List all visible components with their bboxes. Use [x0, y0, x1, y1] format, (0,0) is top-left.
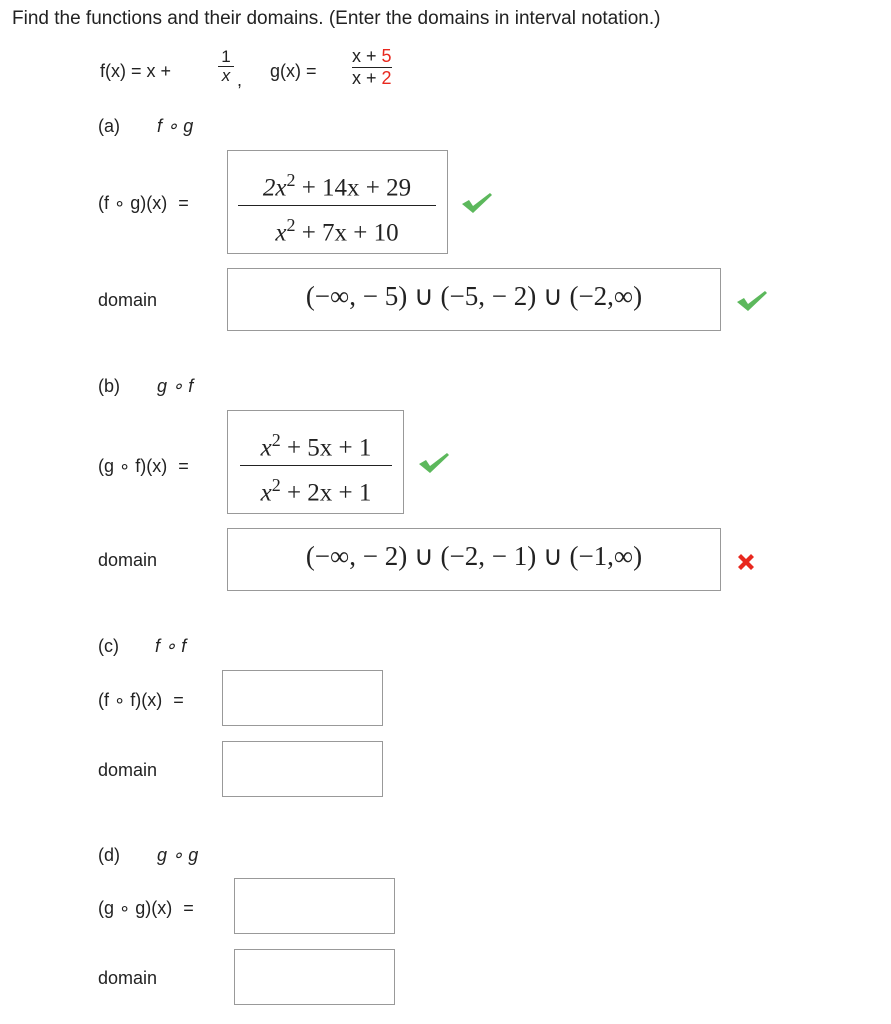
part-c-domain-label: domain [98, 760, 158, 780]
f-fraction-numerator: 1 [221, 47, 231, 66]
part-b-denominator: $x^2 + 2x + 1$ [260, 475, 372, 507]
part-a-expression-label: (f ∘ g)(x) = [98, 193, 189, 213]
g-numerator-x: x + [352, 46, 382, 66]
g-numerator-constant: 5 [381, 46, 392, 66]
question-prompt: Find the functions and their domains. (Enter the domains in interval notation.) [12, 8, 661, 29]
part-b-answer-field[interactable] [227, 410, 404, 514]
g-definition-lhs: g(x) = [270, 61, 317, 81]
part-d-label: (d) [98, 845, 120, 865]
cross-icon [735, 551, 757, 573]
part-c-answer-input[interactable] [222, 670, 383, 726]
g-denominator-x: x + [352, 68, 382, 88]
part-a-domain-label: domain [98, 290, 158, 310]
check-icon [735, 289, 769, 313]
part-a-domain-field[interactable] [227, 268, 721, 331]
part-d-operation: g ∘ g [157, 845, 199, 865]
part-b-numerator: $x^2 + 5x + 1$ [260, 430, 372, 462]
part-d-domain-input[interactable] [234, 949, 395, 1005]
g-denominator-constant: 2 [381, 68, 392, 88]
part-d-domain-label: domain [98, 968, 158, 988]
part-b-label: (b) [98, 376, 120, 396]
part-d-answer-input[interactable] [234, 878, 395, 934]
part-a-domain-value: (−∞, − 5) ∪ (−5, − 2) ∪ (−2,∞) [305, 281, 643, 311]
part-a-answer-field[interactable] [227, 150, 448, 254]
part-b-expression-label: (g ∘ f)(x) = [98, 456, 189, 476]
part-b-domain-value: (−∞, − 2) ∪ (−2, − 1) ∪ (−1,∞) [305, 541, 643, 571]
g-definition-fraction [352, 46, 392, 89]
part-a-operation: f ∘ g [157, 116, 194, 136]
part-a-numerator: $2x^2 + 14x + 29$ [262, 170, 412, 202]
part-c-operation: f ∘ f [155, 636, 187, 656]
part-b-domain-field[interactable] [227, 528, 721, 591]
part-a-label: (a) [98, 116, 120, 136]
part-b-operation: g ∘ f [157, 376, 194, 396]
f-definition-fraction [218, 48, 234, 85]
check-icon [460, 191, 494, 215]
part-d-expression-label: (g ∘ g)(x) = [98, 898, 194, 918]
part-c-label: (c) [98, 636, 119, 656]
check-icon [417, 451, 451, 475]
f-definition-comma: , [237, 70, 243, 90]
part-a-denominator: $x^2 + 7x + 10$ [275, 215, 399, 247]
f-fraction-denominator: x [221, 66, 231, 85]
f-definition-lhs: f(x) = x + [100, 61, 172, 81]
part-c-domain-input[interactable] [222, 741, 383, 797]
part-b-domain-label: domain [98, 550, 158, 570]
part-c-expression-label: (f ∘ f)(x) = [98, 690, 184, 710]
